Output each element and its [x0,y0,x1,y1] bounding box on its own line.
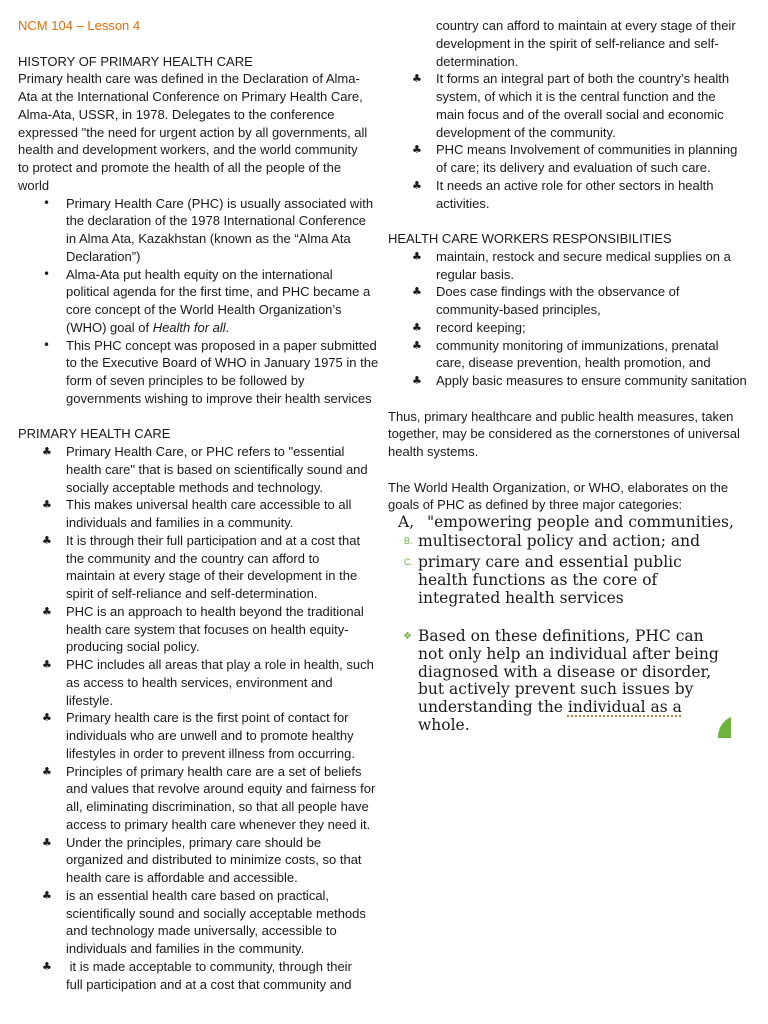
text-line: socially acceptable methods and technology. [66,479,324,495]
category-text [388,532,760,550]
who-goals-section [388,479,760,735]
club-bullet-icon: ♣ [412,249,422,263]
category-text [388,553,760,607]
text-line: Principles of primary health care are a set of beliefs [66,763,362,779]
text-line: is an essential health care based on practical, [66,887,330,903]
text-line: and technology made universally, accessible to [66,923,337,939]
primary-health-care-section [18,425,380,993]
text-line: scientifically sound and socially acceptable methods [66,905,366,921]
text-line: maintain at every stage of their development in the [66,568,358,584]
right-column [388,17,760,735]
text-line: multisectoral policy and action; and [418,532,701,550]
list-item [18,887,380,958]
category-text [388,513,760,531]
text-line: This PHC concept was proposed in a paper submitted [66,337,377,353]
who-goal-categories [388,513,760,607]
text-line: It forms an integral part of both the country’s health [436,71,730,87]
text-line: Primary health care was defined in the Declaration of Alma- [18,71,360,87]
goal-category-a [388,513,760,531]
text-line: health care system that focuses on health equity- [66,621,349,637]
text-line: Apply basic measures to ensure community sanitation [436,373,747,388]
text-line: organized and distributed to minimize costs, so that [66,852,362,868]
history-section [18,53,380,408]
category-marker: A, [398,513,415,531]
list-item [18,958,380,994]
text-line: primary care and essential public [418,553,682,571]
text-line: as access to health services, environment and [66,674,333,690]
list-item [388,177,760,213]
text-line: individuals and families in the community. [66,941,305,956]
primary-health-care-continued [388,17,760,212]
club-bullet-icon: ♣ [42,959,52,973]
club-bullet-icon: ♣ [412,178,422,192]
text-line: lifestyle. [66,692,113,708]
closing-paragraph [388,408,760,461]
text-line: of care; its delivery and evaluation of such care. [436,160,711,175]
list-item [388,70,760,141]
text-line: community-based principles, [436,302,601,317]
text-line: country can afford to maintain at every stage of their [436,18,736,33]
list-item [18,763,380,834]
who-goals-intro [388,479,760,515]
text-line: together, may be considered as the cornerstones of universal [388,426,740,442]
list-item [18,337,380,408]
text-line: producing social policy. [66,639,200,655]
list-item [18,496,380,532]
text-line: individuals and families in a community. [66,515,294,530]
text-segment: (WHO) goal of [66,319,153,335]
text-line: in Alma Ata, Kazakhstan (known as the “Alma Ata [66,231,351,246]
list-item [18,266,380,337]
text-line [418,699,760,717]
list-item [388,319,760,337]
club-bullet-icon: ♣ [412,285,422,299]
text-line: Ata at the International Conference on Primary Health Care, [18,89,363,104]
primary-health-care-list-continued [388,70,760,212]
dot-bullet-icon: • [43,195,51,210]
category-marker: C. [404,557,413,567]
responsibilities-section [388,230,760,390]
text-line: integrated health services [418,589,624,607]
text-line: PHC means Involvement of communities in planning [436,142,738,158]
text-line: determination. [436,53,519,69]
list-item [18,532,380,603]
green-leaf-icon [718,717,731,738]
list-item [388,141,760,177]
text-line: maintain, restock and secure medical supplies on a [436,248,731,264]
club-bullet-icon: ♣ [42,888,52,902]
text-line: lifestyles in order to prevent illness from occurring. [66,745,356,761]
text-line: development of the community. [436,124,616,140]
list-item [388,283,760,319]
club-bullet-icon: ♣ [42,764,52,778]
text-line: form of seven principles to be followed by [66,373,305,388]
text-line: Under the principles, primary care should be [66,834,322,850]
responsibilities-list [388,248,760,390]
club-bullet-icon: ♣ [42,604,52,618]
club-bullet-icon: ♣ [412,72,422,86]
text-line: Thus, primary healthcare and public health measures, taken [388,408,734,424]
text-line: Primary health care is the first point of contact for [66,710,349,726]
club-bullet-icon: ♣ [42,498,52,512]
history-heading: HISTORY OF PRIMARY HEALTH CARE [18,53,253,69]
text-line: main focus and of the overall social and economic [436,106,724,122]
primary-health-care-heading: PRIMARY HEALTH CARE [18,426,171,442]
list-item [388,248,760,284]
text-line: health functions as the core of [418,571,658,589]
text-line: Alma-Ata put health equity on the international [66,266,333,282]
text-line: system, of which it is the central function and the [436,89,716,104]
club-bullet-icon: ♣ [412,374,422,387]
text-line: to the Executive Board of WHO in January 1975 in the [66,355,379,371]
text-line: the community and the country can afford to [66,550,320,566]
text-line: access to primary health care whenever they need it. [66,816,371,832]
text-line: PHC includes all areas that play a role in health, such [66,657,374,672]
text-line: political agenda for the first time, and PHC became a [66,284,371,300]
text-line: not only help an individual after being [418,644,719,663]
text-line: care, disease prevention, health promotion, and [436,355,711,371]
text-line: goals of PHC as defined by three major categories: [388,497,683,513]
text-line: Alma-Ata, USSR, in 1978. Delegates to the conference [18,106,335,122]
conclusion-bullet [388,628,760,735]
goal-category-b [388,532,760,550]
responsibilities-heading: HEALTH CARE WORKERS RESPONSIBILITIES [388,231,672,246]
text-line: health systems. [388,444,479,459]
text-line: health and development workers, and the world community [18,142,358,158]
text-segment: understanding the [418,698,568,717]
text-line: to protect and promote the health of all the people of the [18,160,342,175]
text-line: "empowering people and communities, [427,513,734,531]
text-line: governments wishing to improve their health services [66,390,372,406]
text-line: diagnosed with a disease or disorder, [418,662,712,681]
club-bullet-icon: ♣ [42,658,52,671]
dot-bullet-icon: • [43,337,51,352]
dot-bullet-icon: • [43,266,51,281]
text-line: expressed "the need for urgent action by all governments, all [18,124,368,140]
text-line: Does case findings with the observance of [436,284,680,300]
goal-category-c [388,553,760,607]
club-bullet-icon: ♣ [42,533,52,547]
text-line: regular basis. [436,266,515,282]
emphasized-text: Health for all [152,319,226,335]
club-bullet-icon: ♣ [42,445,52,458]
list-item [18,443,380,496]
text-line: all, eliminating discrimination, so that all people have [66,799,369,814]
primary-health-care-list [18,443,380,993]
list-item [388,372,760,390]
diamond-bullet-icon: ❖ [403,631,412,642]
category-marker: B. [404,536,413,546]
text-line: it is made acceptable to community, through their [66,958,352,974]
text-line: spirit of self-reliance and self-determination. [66,586,318,601]
text-line: Based on these definitions, PHC can [418,627,704,645]
flagged-text: individual as a [567,698,682,717]
text-line: core concept of the World Health Organization’s [66,302,342,317]
text-line [66,319,380,337]
text-line: world [18,177,50,193]
text-line: development in the spirit of self-reliance and self- [436,35,719,51]
text-line: but actively prevent such issues by [418,680,694,699]
club-bullet-icon: ♣ [42,835,52,849]
text-line: the declaration of the 1978 International Conference [66,213,366,229]
text-line: The World Health Organization, or WHO, elaborates on the [388,479,729,495]
text-line: Primary Health Care (PHC) is usually associated with [66,195,374,211]
text-line: It needs an active role for other sectors in health [436,177,714,193]
text-line: health care is affordable and accessible. [66,870,298,885]
text-line: It is through their full participation and at a cost that [66,532,361,548]
history-bullet-list [18,195,380,408]
text-segment: . [225,319,230,335]
list-item [18,834,380,887]
club-bullet-icon: ♣ [412,338,422,352]
text-line: activities. [436,195,490,211]
continued-item-text [388,17,760,70]
text-line: and values that revolve around equity and fairness for [66,781,376,797]
club-bullet-icon: ♣ [412,320,422,334]
text-line: record keeping; [436,319,526,335]
text-line: full participation and at a cost that community and [66,976,352,992]
text-line: PHC is an approach to health beyond the traditional [66,603,364,619]
lesson-title: NCM 104 – Lesson 4 [18,18,141,33]
conclusion-text [388,628,760,735]
list-item [18,603,380,656]
left-column [18,17,380,993]
list-item [388,337,760,373]
text-line: community monitoring of immunizations, prenatal [436,337,719,353]
text-line: health care" that is based on scientifically sound and [66,461,368,477]
list-item [18,656,380,709]
club-bullet-icon: ♣ [412,143,422,157]
list-item [18,709,380,762]
text-line: Primary Health Care, or PHC refers to "essential [66,444,345,459]
club-bullet-icon: ♣ [42,711,52,725]
text-line: Declaration”) [66,248,141,264]
text-line: individuals who are unwell and to promote healthy [66,728,354,743]
history-intro-paragraph [18,70,380,194]
text-line: whole. [418,715,470,734]
list-item [18,195,380,266]
text-line: This makes universal health care accessible to all [66,497,352,513]
